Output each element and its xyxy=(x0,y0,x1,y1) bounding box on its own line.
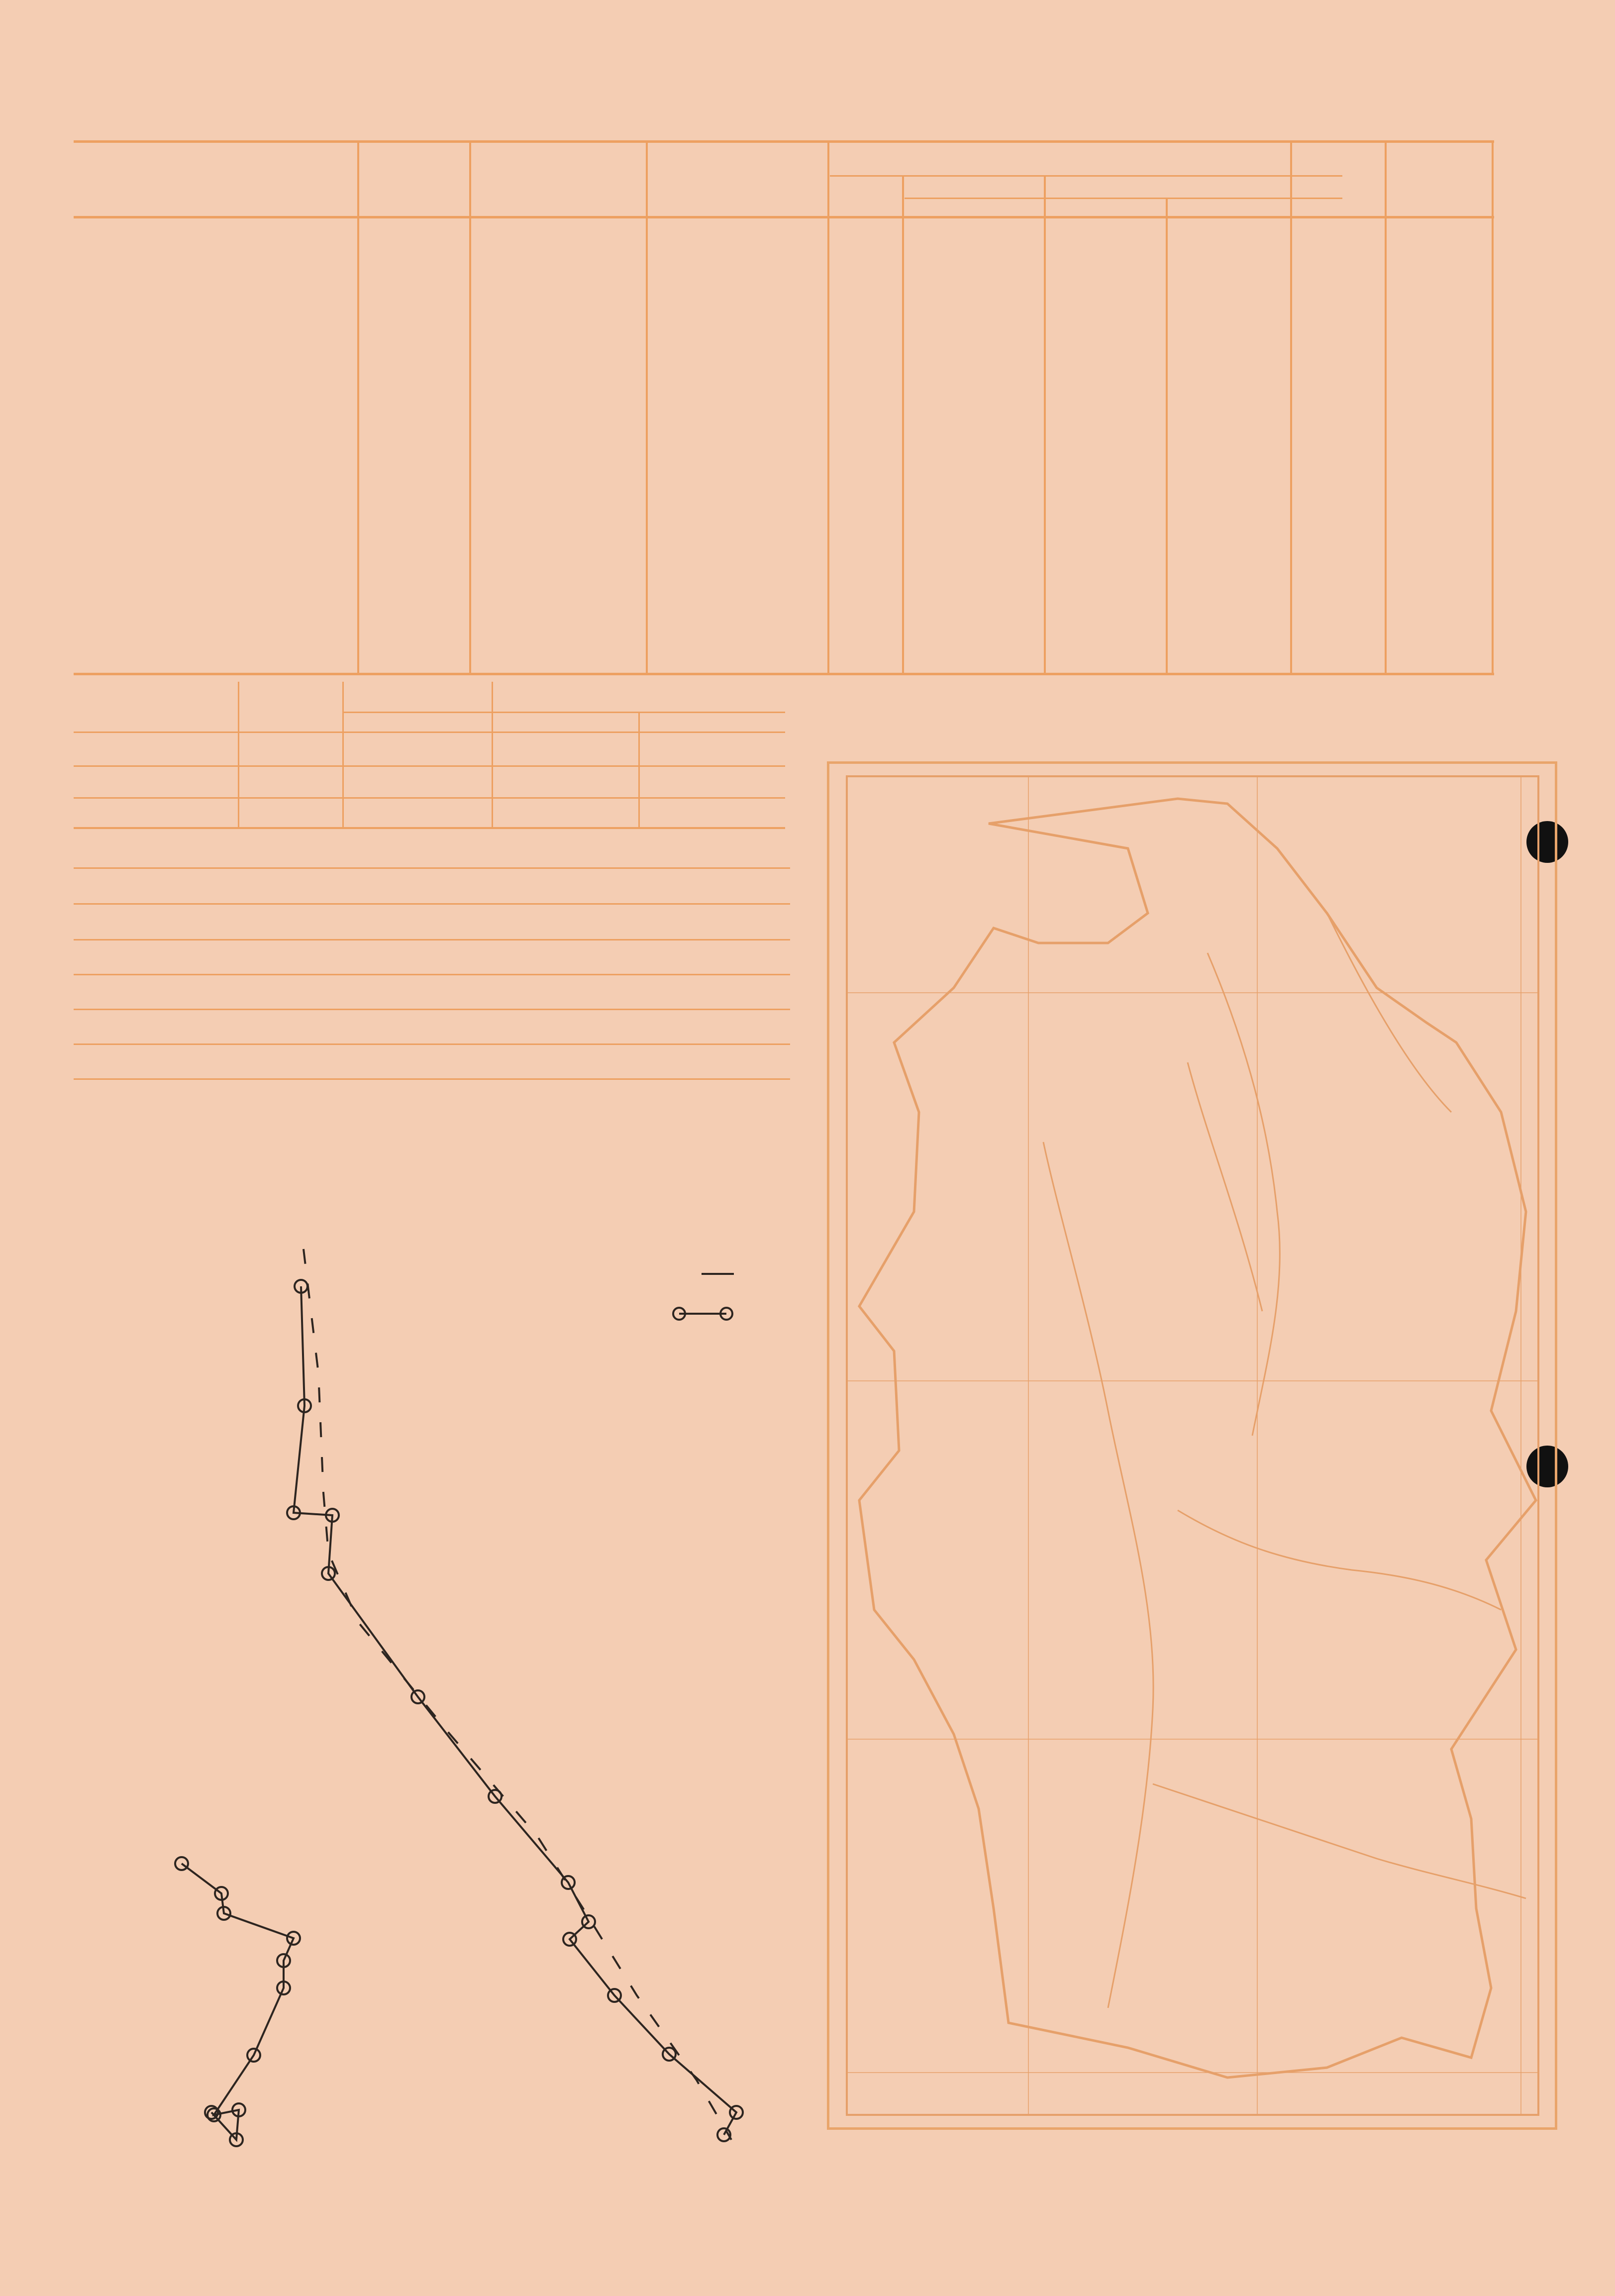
river xyxy=(1188,1062,1262,1311)
weather-report-table xyxy=(74,140,1494,677)
temperature-curve-2 xyxy=(303,1249,731,2140)
pressure-table xyxy=(74,682,785,831)
max-temperature-map xyxy=(827,761,1557,2130)
river xyxy=(1043,1142,1153,2008)
dewpoint-curve xyxy=(182,1864,294,2140)
soil-temperature-section xyxy=(74,834,790,1122)
river xyxy=(1208,953,1280,1436)
river xyxy=(1178,1510,1501,1610)
river xyxy=(1153,1784,1526,1898)
temperature-curve xyxy=(294,1286,736,2135)
aerological-diagram xyxy=(0,1194,816,2204)
map-inner-frame xyxy=(847,776,1538,2115)
country-border xyxy=(859,799,1536,2078)
germany-outline-map xyxy=(829,764,1555,2127)
